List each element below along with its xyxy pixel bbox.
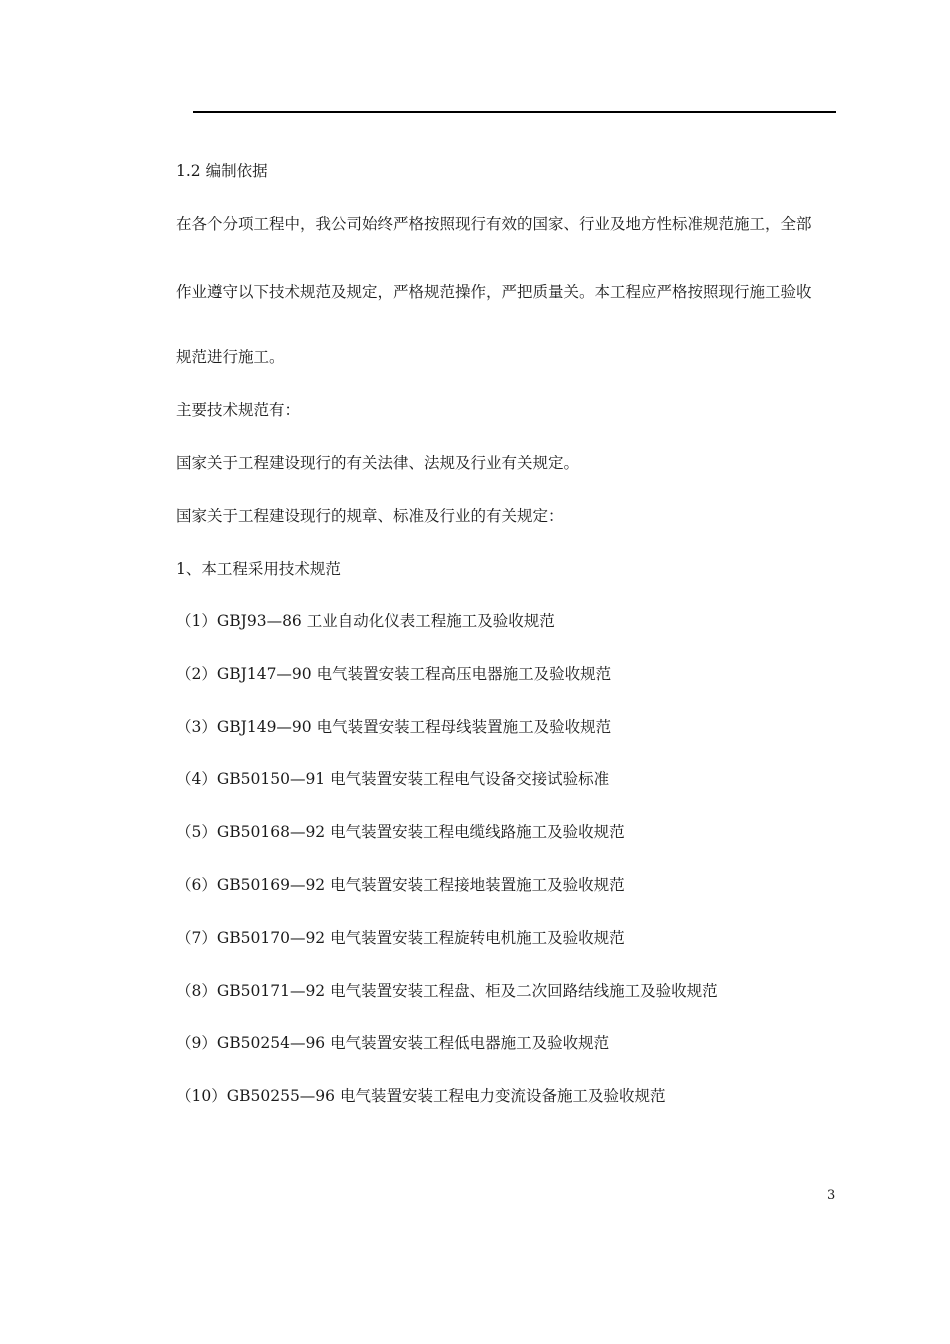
spec-item: （5）GB50168—92 电气装置安装工程电缆线路施工及验收规范 [176,823,625,841]
spec-item: （2）GBJ147—90 电气装置安装工程高压电器施工及验收规范 [176,665,612,683]
spec-item: （9）GB50254—96 电气装置安装工程低电器施工及验收规范 [176,1034,610,1052]
paragraph-line-1: 在各个分项工程中，我公司始终严格按照现行有效的国家、行业及地方性标准规范施工，全部 [176,215,812,233]
spec-item: （4）GB50150—91 电气装置安装工程电气设备交接试验标准 [176,770,610,788]
paragraph-line-2: 作业遵守以下技术规范及规定，严格规范操作，严把质量关。本工程应严格按照现行施工验收 [176,283,812,301]
header-rule [193,111,836,113]
spec-item: （3）GBJ149—90 电气装置安装工程母线装置施工及验收规范 [176,718,612,736]
section-heading: 1.2 编制依据 [176,162,268,180]
spec-item: （6）GB50169—92 电气装置安装工程接地装置施工及验收规范 [176,876,625,894]
main-specs-intro: 主要技术规范有： [176,401,301,419]
subsection-title: 1、本工程采用技术规范 [176,560,341,578]
spec-item: （8）GB50171—92 电气装置安装工程盘、柜及二次回路结线施工及验收规范 [176,982,718,1000]
paragraph-line-3: 规范进行施工。 [176,348,285,366]
page-number: 3 [827,1188,836,1203]
spec-item: （7）GB50170—92 电气装置安装工程旋转电机施工及验收规范 [176,929,625,947]
national-rules-line: 国家关于工程建设现行的规章、标准及行业的有关规定： [176,507,564,525]
spec-item: （10）GB50255—96 电气装置安装工程电力变流设备施工及验收规范 [176,1087,666,1105]
spec-item: （1）GBJ93—86 工业自动化仪表工程施工及验收规范 [176,612,555,630]
national-laws-line: 国家关于工程建设现行的有关法律、法规及行业有关规定。 [176,454,580,472]
